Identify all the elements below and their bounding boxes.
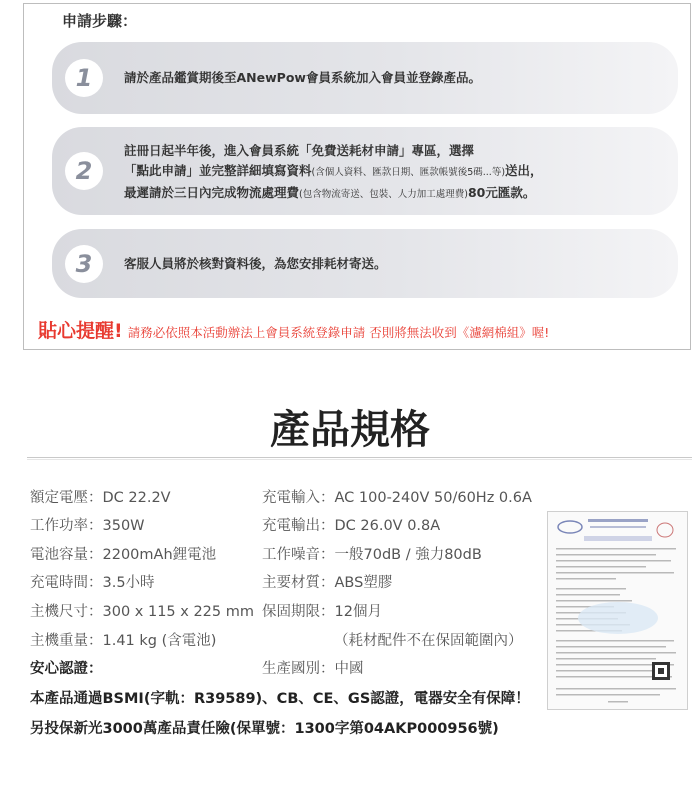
spec-battery: 電池容量：2200mAh鋰電池 <box>30 547 217 563</box>
step-2-line-3 <box>124 183 543 205</box>
spec-noise: 工作噪音：一般70dB / 強力80dB <box>262 547 482 563</box>
reminder-heading: 貼心提醒! <box>38 320 123 342</box>
spec-warranty-note: （耗材配件不在保固範圍內） <box>334 633 523 649</box>
spec-dimensions: 主機尺寸：300 x 115 x 225 mm <box>30 604 254 620</box>
step-2-line-1: 註冊日起半年後，進入會員系統「免費送耗材申請」專區，選擇 <box>124 143 475 158</box>
steps-title: 申請步驟： <box>62 12 138 30</box>
step-1-text: 請於產品鑑賞期後至ANewPow會員系統加入會員並登錄產品。 <box>124 70 481 85</box>
step-number-1: 1 <box>65 59 103 97</box>
divider-secondary <box>27 459 692 460</box>
certification-line: 本產品通過BSMI(字軌：R39589)、CB、CE、GS認證，電器安全有保障！ <box>30 691 530 707</box>
step-number-2: 2 <box>65 152 103 190</box>
spec-power: 工作功率：350W <box>30 518 145 534</box>
reminder <box>38 316 549 343</box>
step-2-line-2-end: 送出， <box>505 163 543 178</box>
spec-material: 主要材質：ABS塑膠 <box>262 575 393 591</box>
divider <box>27 457 692 458</box>
bsmi-certificate-image <box>547 511 688 710</box>
step-2-text <box>124 141 543 205</box>
step-1 <box>52 42 678 114</box>
step-2-line-3-end: 80元匯款。 <box>467 185 536 200</box>
step-2-line-3-note: (包含物流寄送、包裝、人力加工處理費) <box>299 189 468 200</box>
step-2-line-3-main: 最遲請於三日內完成物流處理費 <box>124 185 300 200</box>
certificate-graphic <box>548 512 687 709</box>
step-2-line-2-main: 「點此申請」並完整詳細填寫資料 <box>124 163 312 178</box>
insurance-line: 另投保新光3000萬產品責任險(保單號：1300字第04AKP000956號) <box>30 721 499 737</box>
spec-weight: 主機重量：1.41 kg (含電池) <box>30 633 217 649</box>
step-2 <box>52 127 678 215</box>
spec-warranty: 保固期限：12個月 <box>262 604 382 620</box>
step-3 <box>52 229 678 298</box>
spec-rated-voltage: 額定電壓：DC 22.2V <box>30 490 171 506</box>
step-3-text: 客服人員將於核對資料後，為您安排耗材寄送。 <box>124 256 387 271</box>
step-2-line-2-note: (含個人資料、匯款日期、匯款帳號後5碼...等) <box>311 167 506 178</box>
reminder-text: 請務必依照本活動辦法上會員系統登錄申請 否則將無法收到《濾網棉組》喔! <box>127 325 550 340</box>
spec-charge-input: 充電輸入：AC 100-240V 50/60Hz 0.6A <box>262 490 532 506</box>
spec-certification-label: 安心認證： <box>30 661 103 677</box>
step-2-line-2 <box>124 161 543 183</box>
spec-charge-output: 充電輸出：DC 26.0V 0.8A <box>262 518 441 534</box>
step-number-3: 3 <box>65 245 103 283</box>
spec-charging-time: 充電時間：3.5小時 <box>30 575 155 591</box>
spec-title: 產品規格 <box>270 407 430 453</box>
spec-origin: 生產國別：中國 <box>262 661 364 677</box>
